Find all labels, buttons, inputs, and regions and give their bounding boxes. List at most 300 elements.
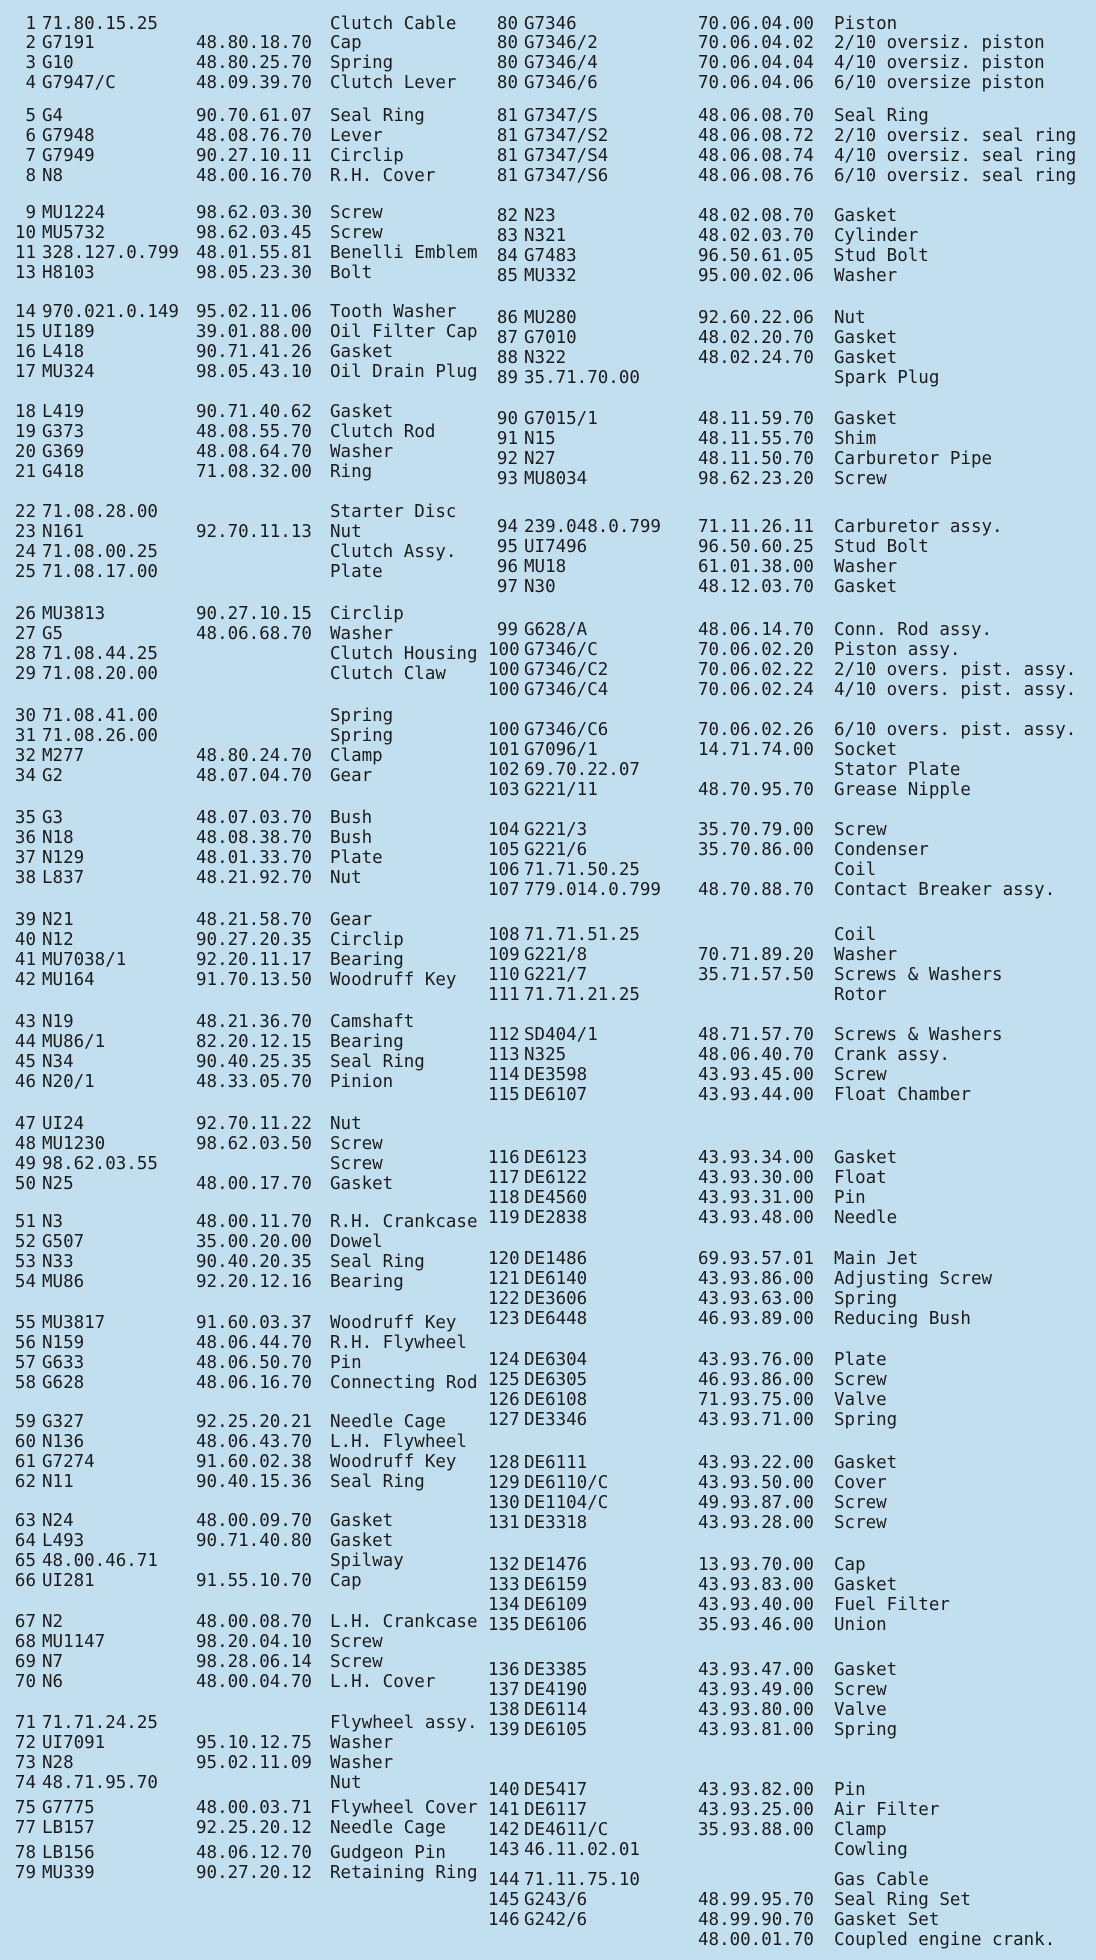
part-number: 115: [488, 1085, 520, 1105]
reference-number: 14.71.74.00: [698, 740, 814, 760]
part-number: 17: [14, 362, 36, 382]
parts-row: [0, 706, 488, 726]
reference-number: 92.25.20.12: [196, 1818, 312, 1838]
part-code: MU7038/1: [42, 950, 127, 970]
reference-number: 91.55.10.70: [196, 1571, 312, 1591]
reference-number: 43.93.44.00: [698, 1085, 814, 1105]
part-number: 89: [496, 368, 518, 388]
part-code: DE4190: [524, 1680, 588, 1700]
part-code: G7346/C2: [524, 660, 609, 680]
part-number: 24: [14, 542, 36, 562]
parts-row: [488, 1045, 1096, 1065]
part-description: Washer: [330, 1733, 394, 1753]
parts-row: [0, 73, 488, 93]
part-code: DE1486: [524, 1249, 588, 1269]
parts-row: [488, 1700, 1096, 1720]
part-code: DE6106: [524, 1615, 588, 1635]
part-description: Spilway: [330, 1551, 404, 1571]
part-description: Screw: [834, 1513, 887, 1533]
part-description: Gasket: [834, 348, 898, 368]
part-code: MU1147: [42, 1632, 106, 1652]
reference-number: 98.62.23.20: [698, 469, 814, 489]
part-description: 4/10 overs. pist. assy.: [834, 680, 1077, 700]
part-code: H8103: [42, 263, 95, 283]
parts-row: [488, 368, 1096, 388]
parts-row: [488, 1910, 1096, 1930]
part-code: N24: [42, 1511, 74, 1531]
part-code: G7947/C: [42, 73, 116, 93]
part-code: N3: [42, 1212, 64, 1232]
reference-number: 70.71.89.20: [698, 945, 814, 965]
reference-number: 48.99.95.70: [698, 1890, 814, 1910]
reference-number: 48.71.57.70: [698, 1025, 814, 1045]
part-code: DE6304: [524, 1350, 588, 1370]
parts-row: [488, 1249, 1096, 1269]
part-description: Stud Bolt: [834, 537, 929, 557]
part-description: Conn. Rod assy.: [834, 620, 993, 640]
part-number: 107: [488, 880, 520, 900]
reference-number: 98.62.03.50: [196, 1134, 312, 1154]
part-description: Reducing Bush: [834, 1309, 971, 1329]
part-code: DE6108: [524, 1390, 588, 1410]
parts-row: [0, 362, 488, 382]
reference-number: 43.93.49.00: [698, 1680, 814, 1700]
reference-number: 49.93.87.00: [698, 1493, 814, 1513]
parts-row: [0, 1313, 488, 1333]
parts-row: [0, 1012, 488, 1032]
reference-number: 95.00.02.06: [698, 266, 814, 286]
parts-row: [0, 868, 488, 888]
parts-row: [0, 1272, 488, 1292]
parts-row: [488, 1390, 1096, 1410]
part-number: 71: [14, 1713, 36, 1733]
part-number: 99: [496, 620, 518, 640]
part-description: Gasket: [834, 577, 898, 597]
part-number: 86: [496, 308, 518, 328]
part-code: DE6159: [524, 1575, 588, 1595]
part-number: 136: [488, 1660, 520, 1680]
part-number: 100: [488, 640, 520, 660]
part-number: 30: [14, 706, 36, 726]
parts-row: [0, 1571, 488, 1591]
reference-number: 48.02.08.70: [698, 206, 814, 226]
part-description: Oil Drain Plug: [330, 362, 478, 382]
parts-row: [488, 206, 1096, 226]
part-code: G7775: [42, 1798, 95, 1818]
reference-number: 70.06.04.02: [698, 33, 814, 53]
part-code: 71.71.24.25: [42, 1713, 158, 1733]
part-code: G7483: [524, 246, 577, 266]
part-code: G221/11: [524, 780, 598, 800]
part-number: 2: [25, 33, 36, 53]
parts-row: [0, 604, 488, 624]
reference-number: 48.08.64.70: [196, 442, 312, 462]
part-code: 970.021.0.149: [42, 302, 179, 322]
reference-number: 92.20.12.16: [196, 1272, 312, 1292]
part-number: 41: [14, 950, 36, 970]
parts-row: [0, 14, 488, 34]
part-code: MU3817: [42, 1313, 106, 1333]
part-description: R.H. Flywheel: [330, 1333, 467, 1353]
part-description: Gear: [330, 910, 373, 930]
part-code: N11: [42, 1472, 74, 1492]
parts-row: [488, 33, 1096, 53]
reference-number: 98.20.04.10: [196, 1632, 312, 1652]
part-description: Screws & Washers: [834, 965, 1003, 985]
reference-number: 82.20.12.15: [196, 1032, 312, 1052]
part-number: 124: [488, 1350, 520, 1370]
parts-row: [488, 1660, 1096, 1680]
part-code: DE3318: [524, 1513, 588, 1533]
part-code: G418: [42, 462, 85, 482]
part-number: 141: [488, 1800, 520, 1820]
part-number: 146: [488, 1910, 520, 1930]
part-code: G221/6: [524, 840, 588, 860]
part-description: Washer: [330, 624, 394, 644]
part-code: N25: [42, 1174, 74, 1194]
part-description: Gasket: [834, 206, 898, 226]
reference-number: 48.06.14.70: [698, 620, 814, 640]
part-code: G7096/1: [524, 740, 598, 760]
part-number: 109: [488, 945, 520, 965]
part-number: 100: [488, 720, 520, 740]
part-description: Flywheel Cover: [330, 1798, 478, 1818]
part-code: 48.71.95.70: [42, 1773, 158, 1793]
reference-number: 70.06.04.06: [698, 73, 814, 93]
part-code: N6: [42, 1672, 64, 1692]
part-description: Coupled engine crank.: [834, 1930, 1056, 1950]
part-code: 98.62.03.55: [42, 1154, 158, 1174]
reference-number: 43.93.50.00: [698, 1473, 814, 1493]
parts-row: [488, 429, 1096, 449]
part-code: N7: [42, 1652, 64, 1672]
part-number: 100: [488, 660, 520, 680]
part-description: L.H. Cover: [330, 1672, 436, 1692]
part-description: Socket: [834, 740, 898, 760]
part-code: DE6122: [524, 1168, 588, 1188]
reference-number: 70.06.02.26: [698, 720, 814, 740]
part-number: 74: [14, 1773, 36, 1793]
part-number: 35: [14, 808, 36, 828]
part-code: MU280: [524, 308, 577, 328]
part-description: Clutch Assy.: [330, 542, 457, 562]
part-code: G3: [42, 808, 64, 828]
part-description: Screw: [330, 1134, 383, 1154]
part-description: Screw: [330, 223, 383, 243]
parts-row: [0, 1551, 488, 1571]
reference-number: 48.00.16.70: [196, 166, 312, 186]
parts-row: [488, 1780, 1096, 1800]
reference-number: 91.60.02.38: [196, 1452, 312, 1472]
part-description: Gasket: [834, 1660, 898, 1680]
part-number: 14: [14, 302, 36, 322]
part-description: Tooth Washer: [330, 302, 457, 322]
parts-row: [0, 223, 488, 243]
part-description: Spring: [834, 1289, 898, 1309]
part-code: UI189: [42, 322, 95, 342]
part-description: Bearing: [330, 1032, 404, 1052]
reference-number: 48.08.38.70: [196, 828, 312, 848]
parts-row: [0, 950, 488, 970]
part-code: 71.08.26.00: [42, 726, 158, 746]
parts-row: [488, 246, 1096, 266]
part-code: G327: [42, 1412, 85, 1432]
part-number: 73: [14, 1753, 36, 1773]
reference-number: 96.50.60.25: [698, 537, 814, 557]
reference-number: 48.08.76.70: [196, 126, 312, 146]
parts-row: [0, 1232, 488, 1252]
part-number: 78: [14, 1843, 36, 1863]
parts-row: [488, 537, 1096, 557]
part-number: 28: [14, 644, 36, 664]
part-code: N8: [42, 166, 64, 186]
reference-number: 43.93.45.00: [698, 1065, 814, 1085]
parts-row: [488, 73, 1096, 93]
part-number: 93: [496, 469, 518, 489]
part-number: 48: [14, 1134, 36, 1154]
part-number: 116: [488, 1148, 520, 1168]
part-code: G633: [42, 1353, 85, 1373]
parts-row: [488, 760, 1096, 780]
reference-number: 35.70.79.00: [698, 820, 814, 840]
part-description: Clutch Rod: [330, 422, 436, 442]
part-code: MU1224: [42, 203, 106, 223]
part-description: Carburetor Pipe: [834, 449, 993, 469]
parts-row: [488, 14, 1096, 34]
parts-row: [0, 1052, 488, 1072]
part-description: Seal Ring: [330, 1052, 425, 1072]
part-number: 97: [496, 577, 518, 597]
reference-number: 48.80.25.70: [196, 53, 312, 73]
part-description: Carburetor assy.: [834, 517, 1003, 537]
part-number: 139: [488, 1720, 520, 1740]
part-number: 51: [14, 1212, 36, 1232]
reference-number: 70.06.02.24: [698, 680, 814, 700]
reference-number: 90.71.40.80: [196, 1531, 312, 1551]
parts-row: [0, 1531, 488, 1551]
part-code: MU1230: [42, 1134, 106, 1154]
part-code: G7948: [42, 126, 95, 146]
reference-number: 91.60.03.37: [196, 1313, 312, 1333]
part-number: 59: [14, 1412, 36, 1432]
part-description: Gasket: [834, 1453, 898, 1473]
part-code: 71.71.50.25: [524, 860, 640, 880]
parts-row: [0, 33, 488, 53]
parts-row: [488, 106, 1096, 126]
part-description: Clutch Lever: [330, 73, 457, 93]
parts-row: [0, 1843, 488, 1863]
part-description: R.H. Crankcase: [330, 1212, 478, 1232]
part-code: DE3598: [524, 1065, 588, 1085]
reference-number: 69.93.57.01: [698, 1249, 814, 1269]
part-code: SD404/1: [524, 1025, 598, 1045]
reference-number: 46.93.89.00: [698, 1309, 814, 1329]
reference-number: 98.62.03.45: [196, 223, 312, 243]
part-description: L.H. Flywheel: [330, 1432, 467, 1452]
part-number: 4: [25, 73, 36, 93]
reference-number: 48.00.03.71: [196, 1798, 312, 1818]
part-code: N19: [42, 1012, 74, 1032]
part-number: 127: [488, 1410, 520, 1430]
part-number: 19: [14, 422, 36, 442]
part-description: Valve: [834, 1390, 887, 1410]
part-description: Piston assy.: [834, 640, 961, 660]
part-number: 80: [496, 33, 518, 53]
reference-number: 48.21.92.70: [196, 868, 312, 888]
part-description: Seal Ring: [330, 1252, 425, 1272]
part-number: 45: [14, 1052, 36, 1072]
reference-number: 48.06.43.70: [196, 1432, 312, 1452]
part-code: 71.71.51.25: [524, 925, 640, 945]
reference-number: 48.11.50.70: [698, 449, 814, 469]
part-description: Gasket: [834, 409, 898, 429]
part-code: N159: [42, 1333, 85, 1353]
part-number: 120: [488, 1249, 520, 1269]
part-number: 126: [488, 1390, 520, 1410]
part-number: 9: [25, 203, 36, 223]
part-code: G7346/C6: [524, 720, 609, 740]
parts-row: [0, 1472, 488, 1492]
part-description: Woodruff Key: [330, 1313, 457, 1333]
part-number: 84: [496, 246, 518, 266]
parts-row: [0, 203, 488, 223]
part-number: 32: [14, 746, 36, 766]
reference-number: 43.93.71.00: [698, 1410, 814, 1430]
reference-number: 95.02.11.06: [196, 302, 312, 322]
part-description: Rotor: [834, 985, 887, 1005]
part-number: 34: [14, 766, 36, 786]
part-code: DE6110/C: [524, 1473, 609, 1493]
part-description: 6/10 overs. pist. assy.: [834, 720, 1077, 740]
parts-row: [488, 449, 1096, 469]
part-description: Ring: [330, 462, 373, 482]
part-description: Screw: [330, 1652, 383, 1672]
part-number: 94: [496, 517, 518, 537]
part-code: N34: [42, 1052, 74, 1072]
part-description: Spark Plug: [834, 368, 940, 388]
part-description: Float Chamber: [834, 1085, 971, 1105]
part-code: DE6305: [524, 1370, 588, 1390]
part-description: Needle: [834, 1208, 898, 1228]
part-number: 125: [488, 1370, 520, 1390]
part-number: 80: [496, 14, 518, 34]
part-code: 71.08.44.25: [42, 644, 158, 664]
part-code: G507: [42, 1232, 85, 1252]
parts-row: [0, 1632, 488, 1652]
part-number: 131: [488, 1513, 520, 1533]
part-number: 22: [14, 502, 36, 522]
part-description: 6/10 oversiz. seal ring: [834, 166, 1077, 186]
part-description: Plate: [330, 562, 383, 582]
part-number: 105: [488, 840, 520, 860]
part-description: Valve: [834, 1700, 887, 1720]
part-number: 18: [14, 402, 36, 422]
part-number: 54: [14, 1272, 36, 1292]
reference-number: 48.70.95.70: [698, 780, 814, 800]
part-description: Seal Ring: [834, 106, 929, 126]
part-description: Coil: [834, 925, 877, 945]
parts-row: [0, 166, 488, 186]
part-code: N161: [42, 522, 85, 542]
part-number: 68: [14, 1632, 36, 1652]
part-number: 138: [488, 1700, 520, 1720]
reference-number: 92.25.20.21: [196, 1412, 312, 1432]
parts-row: [488, 640, 1096, 660]
part-number: 23: [14, 522, 36, 542]
parts-row: [488, 1370, 1096, 1390]
part-description: Gasket: [834, 328, 898, 348]
part-code: MU86: [42, 1272, 85, 1292]
parts-row: [488, 1168, 1096, 1188]
parts-row: [488, 1350, 1096, 1370]
part-number: 119: [488, 1208, 520, 1228]
reference-number: 48.00.01.70: [698, 1930, 814, 1950]
part-description: Pin: [834, 1188, 866, 1208]
part-description: Grease Nipple: [834, 780, 971, 800]
parts-row: [488, 126, 1096, 146]
part-description: Screw: [834, 1370, 887, 1390]
reference-number: 48.06.16.70: [196, 1373, 312, 1393]
part-code: DE6140: [524, 1269, 588, 1289]
part-number: 38: [14, 868, 36, 888]
parts-row: [488, 720, 1096, 740]
part-description: Shim: [834, 429, 877, 449]
reference-number: 98.28.06.14: [196, 1652, 312, 1672]
part-description: Union: [834, 1615, 887, 1635]
part-code: G4: [42, 106, 64, 126]
parts-row: [488, 1025, 1096, 1045]
part-description: Screw: [330, 1632, 383, 1652]
parts-row: [488, 620, 1096, 640]
reference-number: 43.93.34.00: [698, 1148, 814, 1168]
part-code: DE1476: [524, 1555, 588, 1575]
part-description: Washer: [330, 1753, 394, 1773]
part-number: 3: [25, 53, 36, 73]
part-code: G243/6: [524, 1890, 588, 1910]
part-description: Nut: [330, 1114, 362, 1134]
reference-number: 39.01.88.00: [196, 322, 312, 342]
part-number: 91: [496, 429, 518, 449]
reference-number: 48.06.08.74: [698, 146, 814, 166]
reference-number: 43.93.76.00: [698, 1350, 814, 1370]
part-code: MU18: [524, 557, 567, 577]
part-description: Fuel Filter: [834, 1595, 950, 1615]
parts-row: [0, 1333, 488, 1353]
part-code: N129: [42, 848, 85, 868]
reference-number: 35.00.20.00: [196, 1232, 312, 1252]
part-number: 83: [496, 226, 518, 246]
parts-row: [488, 226, 1096, 246]
parts-row: [488, 577, 1096, 597]
part-code: N12: [42, 930, 74, 950]
part-code: DE6123: [524, 1148, 588, 1168]
part-number: 13: [14, 263, 36, 283]
reference-number: 70.06.02.20: [698, 640, 814, 660]
part-number: 80: [496, 73, 518, 93]
parts-row: [488, 557, 1096, 577]
reference-number: 48.06.08.72: [698, 126, 814, 146]
reference-number: 90.27.10.15: [196, 604, 312, 624]
part-number: 77: [14, 1818, 36, 1838]
part-code: G7010: [524, 328, 577, 348]
part-code: UI7091: [42, 1733, 106, 1753]
reference-number: 35.93.46.00: [698, 1615, 814, 1635]
parts-row: [488, 308, 1096, 328]
part-code: G628: [42, 1373, 85, 1393]
reference-number: 90.27.20.35: [196, 930, 312, 950]
part-description: Woodruff Key: [330, 970, 457, 990]
parts-row: [0, 848, 488, 868]
